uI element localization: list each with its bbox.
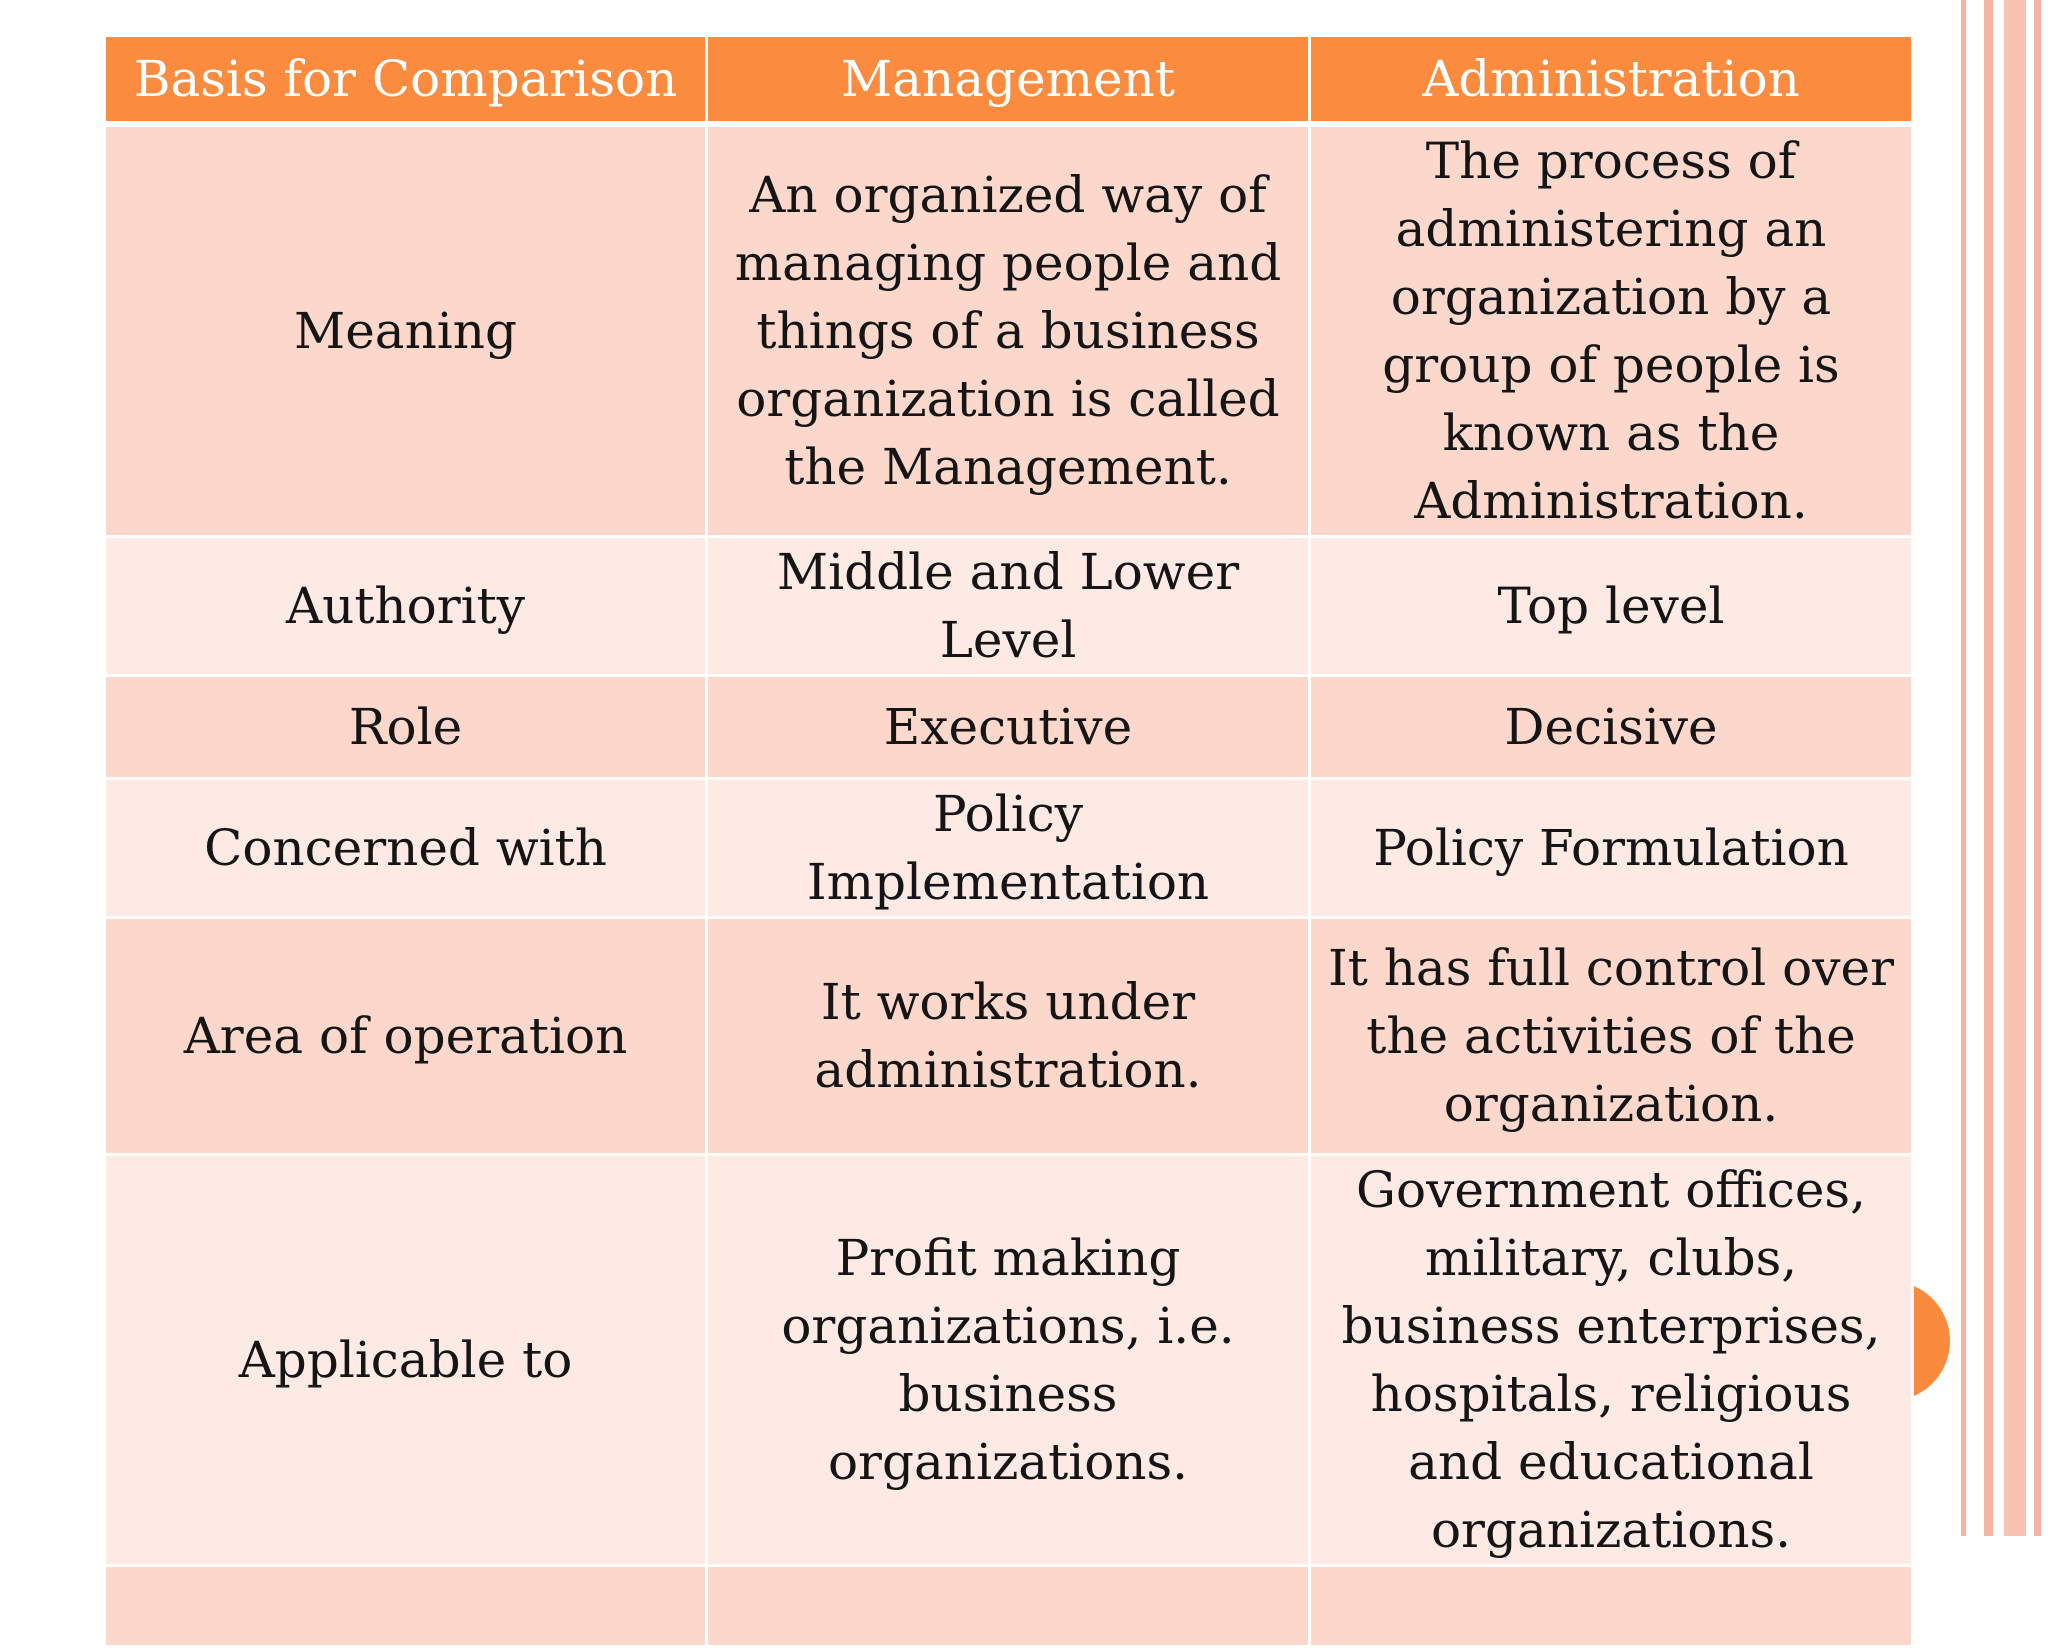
cell-administration: Top level	[1310, 537, 1913, 676]
table-row	[105, 537, 1913, 676]
table-row	[105, 124, 1913, 537]
cell-basis: Area of operation	[105, 918, 707, 1155]
table-body	[105, 124, 1913, 1647]
cell-administration	[1310, 1566, 1913, 1647]
cell-basis: Authority	[105, 537, 707, 676]
decorative-stripe	[2004, 0, 2026, 1536]
cell-management: Middle and Lower Level	[707, 537, 1310, 676]
table-row	[105, 1155, 1913, 1566]
header-management: Management	[707, 36, 1310, 125]
cell-administration: Policy Formulation	[1310, 779, 1913, 918]
decorative-stripe	[1984, 0, 1993, 1536]
cell-basis: Applicable to	[105, 1155, 707, 1566]
cell-administration: Decisive	[1310, 676, 1913, 779]
cell-basis: Role	[105, 676, 707, 779]
cell-basis: Meaning	[105, 124, 707, 537]
table-row	[105, 779, 1913, 918]
table-header	[105, 36, 1913, 125]
cell-management	[707, 1566, 1310, 1647]
cell-management: Profit making organizations, i.e. business organizations.	[707, 1155, 1310, 1566]
cell-management: An organized way of managing people and things of a business organization is called the Management.	[707, 124, 1310, 537]
table-row	[105, 918, 1913, 1155]
cell-management: Policy Implementation	[707, 779, 1310, 918]
decorative-stripe	[2034, 0, 2041, 1536]
decorative-stripe	[1961, 0, 1966, 1536]
comparison-table	[103, 34, 1914, 1648]
table-row	[105, 676, 1913, 779]
cell-management: Executive	[707, 676, 1310, 779]
cell-basis	[105, 1566, 707, 1647]
header-basis: Basis for Comparison	[105, 36, 707, 125]
header-row	[105, 36, 1913, 125]
cell-administration: Government offices, military, clubs, business enterprises, hospitals, religious and educational organizations.	[1310, 1155, 1913, 1566]
header-administration: Administration	[1310, 36, 1913, 125]
cell-basis: Concerned with	[105, 779, 707, 918]
cell-administration: The process of administering an organization by a group of people is known as the Administration.	[1310, 124, 1913, 537]
cell-administration: It has full control over the activities of the organization.	[1310, 918, 1913, 1155]
table-row	[105, 1566, 1913, 1647]
cell-management: It works under administration.	[707, 918, 1310, 1155]
